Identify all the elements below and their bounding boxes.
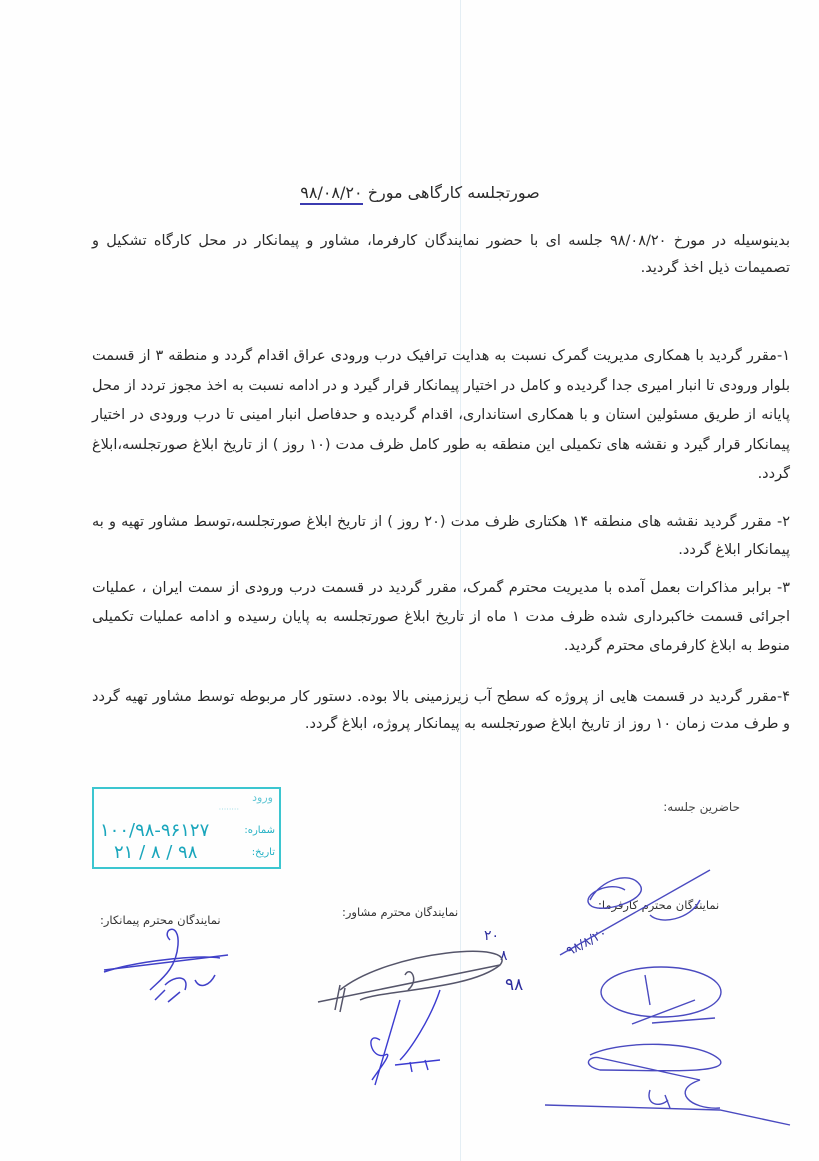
handwritten-month: ۸: [500, 948, 508, 964]
contractor-representatives-label: نمایندگان محترم پیمانکار:: [100, 913, 221, 927]
title-text: صورتجلسه کارگاهی مورخ: [367, 183, 540, 202]
consultant-signature-1: [318, 951, 502, 1012]
stamp-org: ورود: [252, 791, 273, 804]
handwritten-day: ۲۰: [484, 928, 500, 944]
title-date: ۹۸/۰۸/۲۰: [300, 183, 362, 205]
decision-item-4: ۴-مقرر گردید در قسمت هایی از پروژه که سطح آب زیرزمینی بالا بوده. دستور کار مربوطه توسط مشاور تهیه گردد و طرف مدت زمان ۱۰ روز از تاریخ ابلاغ صورتجلسه به پیمانکار پروژه، ابلاغ گردد.: [92, 689, 790, 732]
stamp-number-value: ۱۰۰/۹۸-۹۶۱۲۷: [100, 820, 210, 841]
employer-signature-1: [560, 870, 710, 955]
decision-item-3: ۳- برابر مذاکرات بعمل آمده با مدیریت محترم گمرک، مقرر گردید در قسمت درب ورودی از سمت ایران ، عملیات اجرائی قسمت خاکبرداری شده ظرف مدت ۱ ماه از تاریخ ابلاغ صورتجلسه به پایان رسیده و ادامه عملیات تکمیلی منوط به ابلاغ کارفرمای محترم گردید.: [92, 580, 790, 654]
stamp-date-value: ۹۸ / ۸ / ۲۱: [114, 842, 198, 863]
consultant-signature-2: [371, 990, 440, 1085]
consultant-representatives-label: نمایندگان محترم مشاور:: [342, 905, 459, 919]
decision-item-2: ۲- مقرر گردید نقشه های منطقه ۱۴ هکتاری ظرف مدت (۲۰ روز ) از تاریخ ابلاغ صورتجلسه،توسط مشاور تهیه و به پیمانکار ابلاغ گردد.: [92, 514, 791, 558]
employer-representatives-label: نمایندگان محترم کارفرما:: [598, 898, 720, 912]
stamp-date-label: تاریخ:: [251, 847, 275, 858]
handwritten-employer-date: ۹۸/۸/۲۰: [564, 925, 610, 960]
employer-signature-3: [545, 1044, 790, 1125]
intro-paragraph: بدینوسیله در مورخ ۹۸/۰۸/۲۰ جلسه ای با حضور نمایندگان کارفرما، مشاور و پیمانکار در محل کارگاه تشکیل و تصمیمات ذیل اخذ گردید.: [92, 233, 790, 276]
decision-item-1: ۱-مقرر گردید با همکاری مدیریت گمرک نسبت به هدایت ترافیک درب ورودی عراق اقدام گردد و منطقه ۳ از قسمت بلوار ورودی تا انبار امیری جدا گردیده و کامل در اختیار پیمانکار قرار گیرد و در ادامه نسبت به اخذ مجوز تردد از محل پایانه از طریق مسئولین استان و با همکاری استانداری، اقدام گردیده و حدفاصل انبار امینی تا درب ورودی در اختیار پیمانکار قرار گیرد و نقشه های تکمیلی این منطقه به طور کامل ظرف مدت (۱۰ روز ) از تاریخ ابلاغ صورتجلسه،ابلاغ گردد.: [92, 348, 790, 482]
employer-signature-2: [601, 967, 721, 1024]
stamp-subtitle: ········: [218, 805, 239, 814]
handwritten-year: ۹۸: [505, 975, 524, 995]
stamp-number-label: شماره:: [244, 825, 275, 836]
contractor-signature: [104, 929, 228, 1002]
attendees-label: حاضرین جلسه:: [663, 800, 740, 814]
